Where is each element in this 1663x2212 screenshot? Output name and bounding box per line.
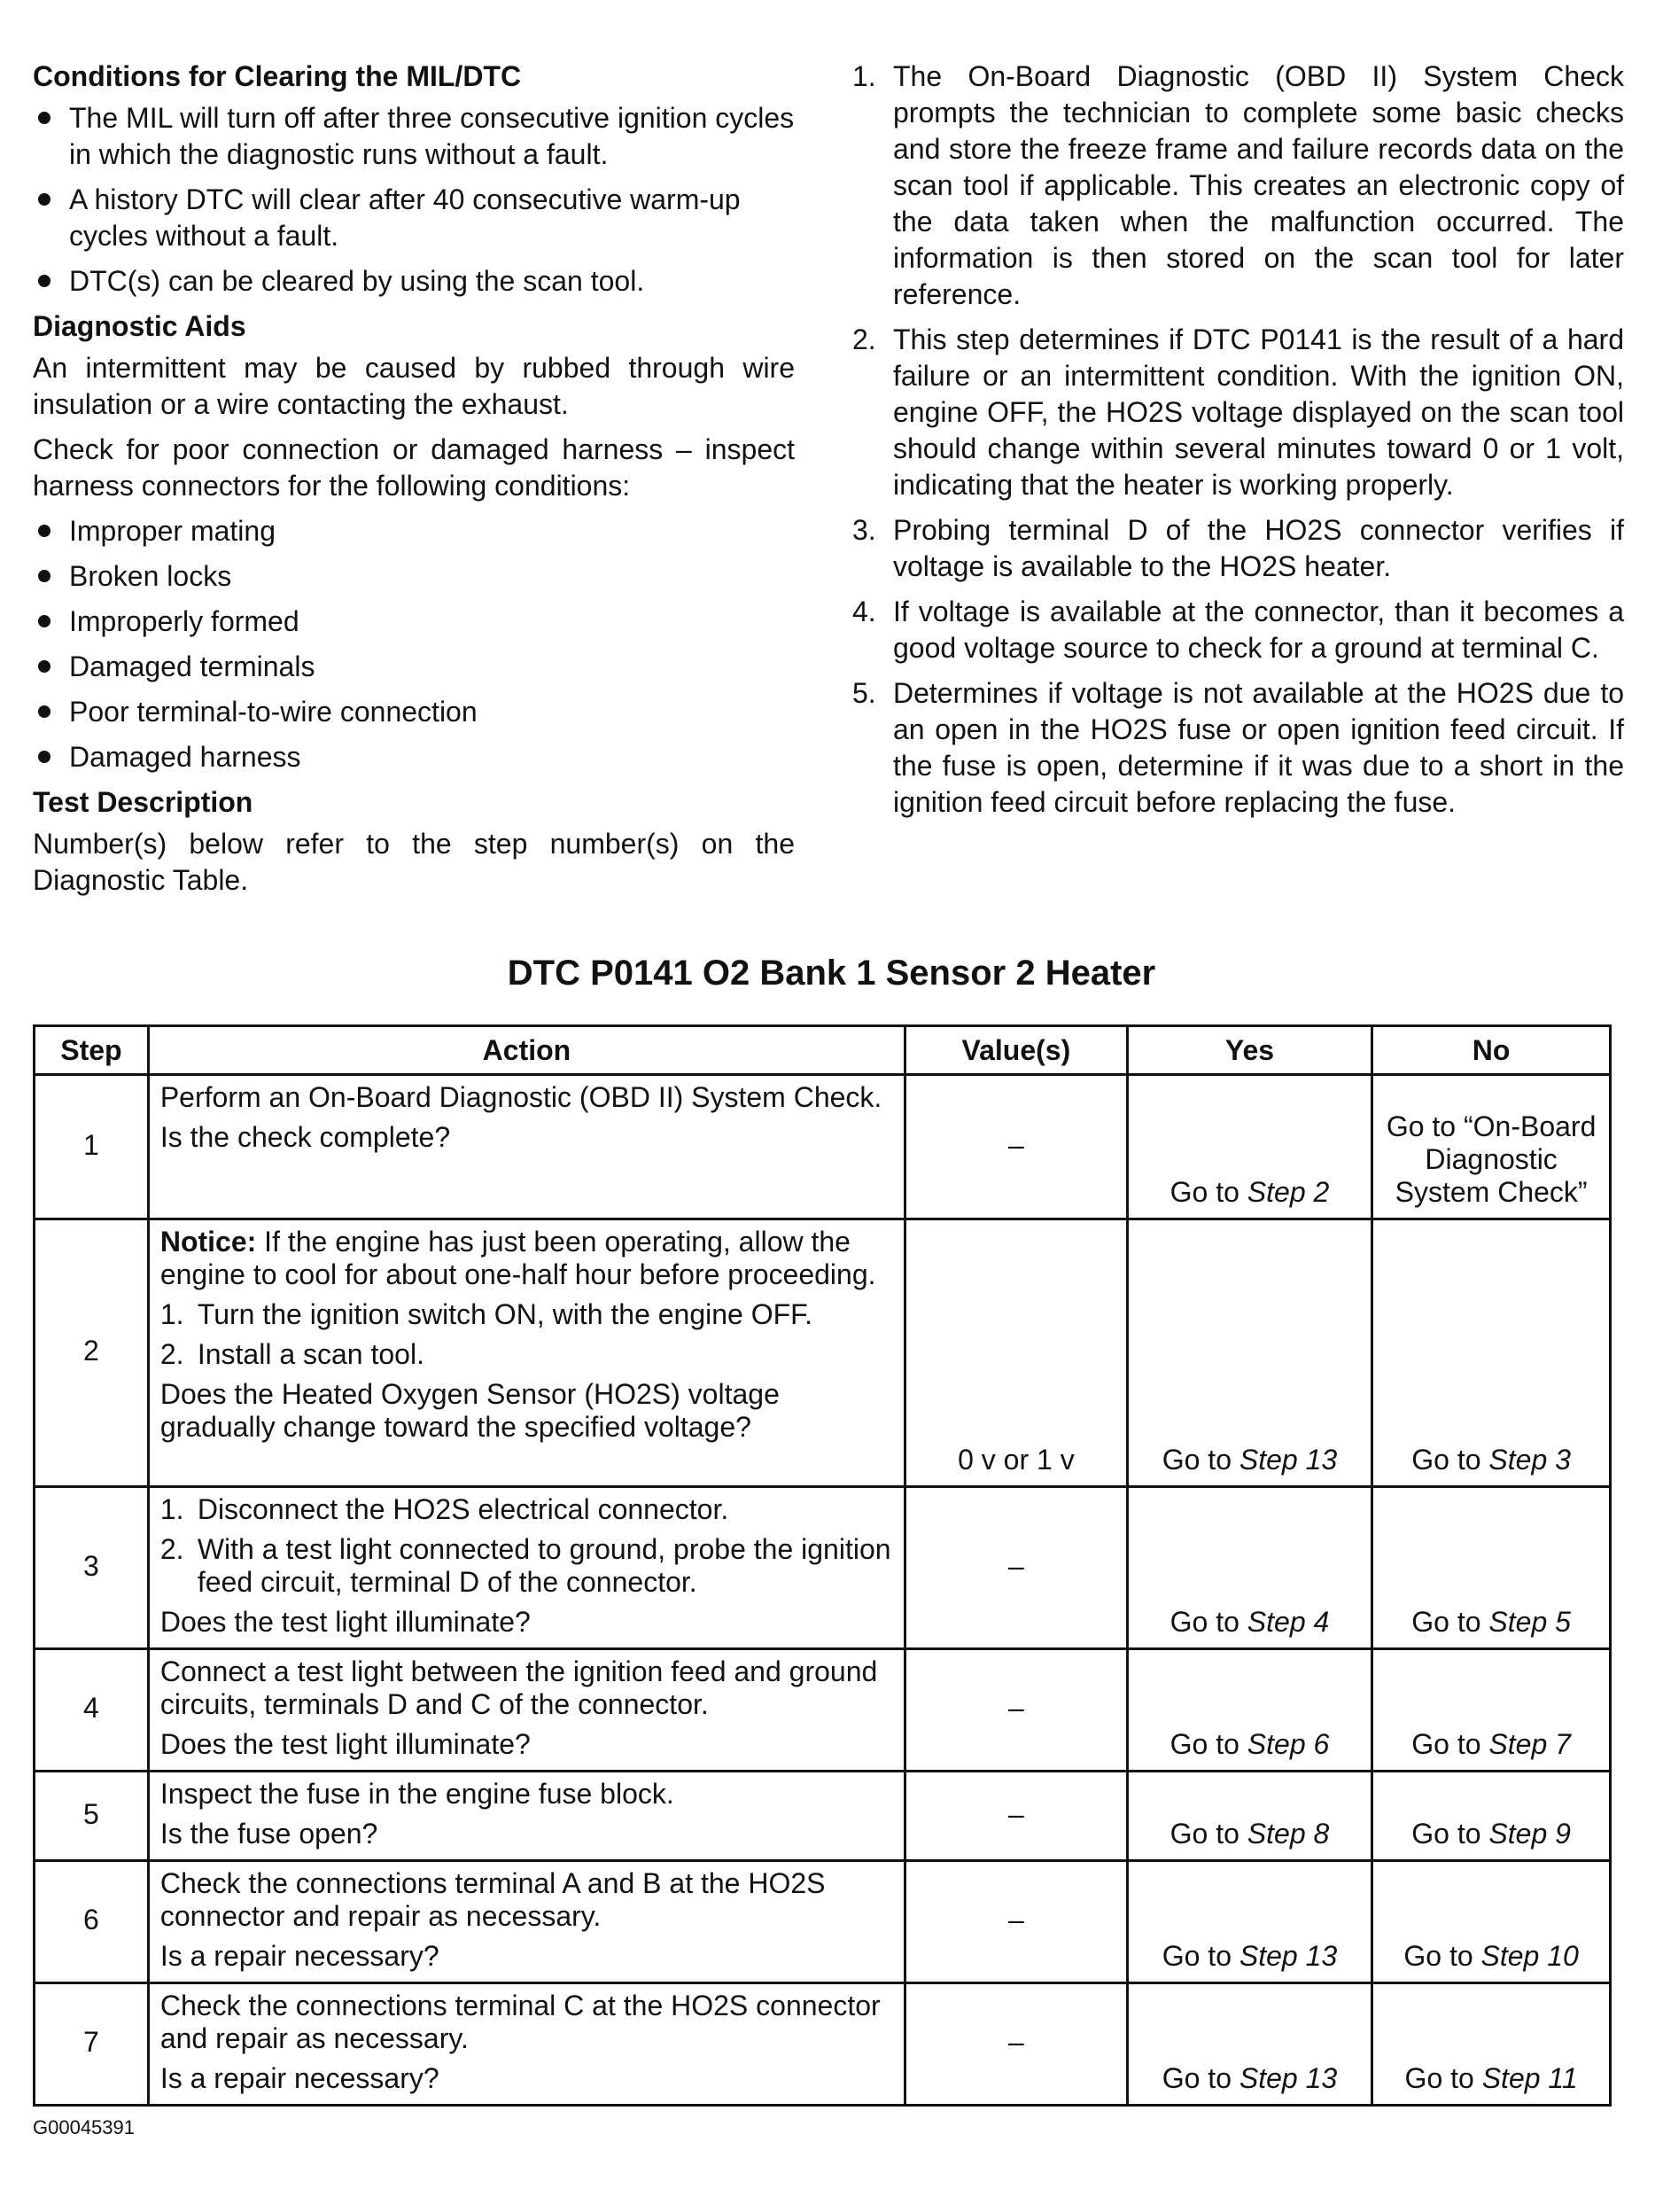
no-cell: Go to Step 10 [1372,1861,1611,1983]
clearing-bullets [33,100,795,300]
notice-label: Notice: [159,1226,257,1258]
no-cell: Go to “On-Board Diagnostic System Check” [1372,1075,1611,1219]
step-number: 2 [35,1219,149,1487]
list-item: 1. The On-Board Diagnostic (OBD II) System Check prompts the technician to complete some basic checks and store the freeze frame and failure records data on the scan tool if applicable. This creates an electronic copy of the data taken when the malfunction occurred. The information is then stored on the scan tool for later reference. [852,60,1624,310]
list-item: 3. Probing terminal D of the HO2S connector verifies if voltage is available to the HO2S heater. [852,514,1624,582]
no-cell: Go to Step 7 [1372,1649,1611,1772]
test-description-heading: Test Description [33,786,253,818]
table-header-row [35,1026,1611,1075]
figure-code: G00045391 [33,2116,135,2138]
list-item: The MIL will turn off after three consecutive ignition cycles in which the diagnostic runs without a fault. [33,100,795,173]
action-cell: 1. Disconnect the HO2S electrical connector. 2. With a test light connected to ground, probe the ignition feed circuit, terminal D of the connector. Does the test light illuminate? [148,1487,905,1649]
step-number: 4 [35,1649,149,1772]
list-item: Improperly formed [33,604,795,640]
clearing-heading: Conditions for Clearing the MIL/DTC [33,60,522,92]
table-row [35,1772,1611,1861]
step-number: 3 [35,1487,149,1649]
bullet-icon [38,193,51,206]
test-description-paragraph: Number(s) below refer to the step number(s) on the Diagnostic Table. [33,828,795,896]
bullet-icon [38,525,51,537]
yes-cell: Go to Step 13 [1127,1219,1372,1487]
list-item: Damaged harness [33,739,795,775]
yes-cell: Go to Step 8 [1127,1772,1372,1861]
step-number: 5 [35,1772,149,1861]
value-cell: – [905,1649,1128,1772]
header-values: Value(s) [905,1026,1128,1075]
list-item: 2. This step determines if DTC P0141 is the result of a hard failure or an intermittent condition. With the ignition ON, engine OFF, the HO2S voltage displayed on the scan tool should change within several minutes toward 0 or 1 volt, indicating that the heater is working properly. [852,323,1624,501]
diagnostic-aids-heading: Diagnostic Aids [33,310,246,342]
bullet-icon [38,570,51,582]
step-number: 1 [35,1075,149,1219]
table-row [35,1487,1611,1649]
list-item: DTC(s) can be cleared by using the scan tool. [33,263,795,300]
yes-cell: Go to Step 6 [1127,1649,1372,1772]
aids-paragraph: An intermittent may be caused by rubbed through wire insulation or a wire contacting the exhaust. [33,352,795,420]
step-number: 7 [35,1983,149,2106]
no-cell: Go to Step 11 [1372,1983,1611,2106]
list-item: Poor terminal-to-wire connection [33,694,795,730]
value-cell: – [905,1861,1128,1983]
step-number: 6 [35,1861,149,1983]
aids-paragraph: Check for poor connection or damaged harness – inspect harness connectors for the following conditions: [33,433,795,502]
value-cell: – [905,1487,1128,1649]
header-step: Step [35,1026,149,1075]
table-row [35,1983,1611,2106]
bullet-icon [38,751,51,763]
bullet-icon [38,112,51,124]
action-cell: Check the connections terminal C at the HO2S connector and repair as necessary. Is a repair necessary? [148,1983,905,2106]
list-item: Damaged terminals [33,649,795,685]
yes-cell: Go to Step 13 [1127,1983,1372,2106]
action-cell: Connect a test light between the ignition feed and ground circuits, terminals D and C of the connector. Does the test light illuminate? [148,1649,905,1772]
header-action: Action [148,1026,905,1075]
table-row [35,1649,1611,1772]
step-notes [851,58,1624,821]
yes-cell: Go to Step 4 [1127,1487,1372,1649]
header-no: No [1372,1026,1611,1075]
list-item: A history DTC will clear after 40 consecutive warm-up cycles without a fault. [33,182,795,254]
action-cell: Notice: If the engine has just been operating, allow the engine to cool for about one-half hour before proceeding. 1. Turn the ignition switch ON, with the engine OFF. 2. Install a scan tool. Does the Heated Oxygen Sensor (HO2S) voltage gradually change toward the specified voltage? [148,1219,905,1487]
list-item: Broken locks [33,558,795,595]
bullet-icon [38,705,51,718]
right-column [851,58,1624,830]
table-row [35,1075,1611,1219]
value-cell: – [905,1983,1128,2106]
bullet-icon [38,615,51,627]
left-column [33,58,795,907]
table-row [35,1219,1611,1487]
action-cell: Perform an On-Board Diagnostic (OBD II) System Check. Is the check complete? [148,1075,905,1219]
condition-bullets [33,513,795,775]
list-item: 5. Determines if voltage is not available at the HO2S due to an open in the HO2S fuse or open ignition feed circuit. If the fuse is open, determine if it was due to a short in the ignition feed circuit before replacing the fuse. [852,677,1624,818]
value-cell: 0 v or 1 v [905,1219,1128,1487]
no-cell: Go to Step 9 [1372,1772,1611,1861]
yes-cell: Go to Step 2 [1127,1075,1372,1219]
table-title: DTC P0141 O2 Bank 1 Sensor 2 Heater [507,954,1156,993]
list-item: 4. If voltage is available at the connector, than it becomes a good voltage source to check for a ground at terminal C. [852,596,1624,664]
action-cell: Check the connections terminal A and B at the HO2S connector and repair as necessary. Is a repair necessary? [148,1861,905,1983]
value-cell: – [905,1075,1128,1219]
list-item: Improper mating [33,513,795,549]
no-cell: Go to Step 5 [1372,1487,1611,1649]
value-cell: – [905,1772,1128,1861]
table-row [35,1861,1611,1983]
diagnostic-table [33,1024,1612,2107]
header-yes: Yes [1127,1026,1372,1075]
action-cell: Inspect the fuse in the engine fuse block. Is the fuse open? [148,1772,905,1861]
yes-cell: Go to Step 13 [1127,1861,1372,1983]
bullet-icon [38,660,51,673]
bullet-icon [38,275,51,287]
no-cell: Go to Step 3 [1372,1219,1611,1487]
